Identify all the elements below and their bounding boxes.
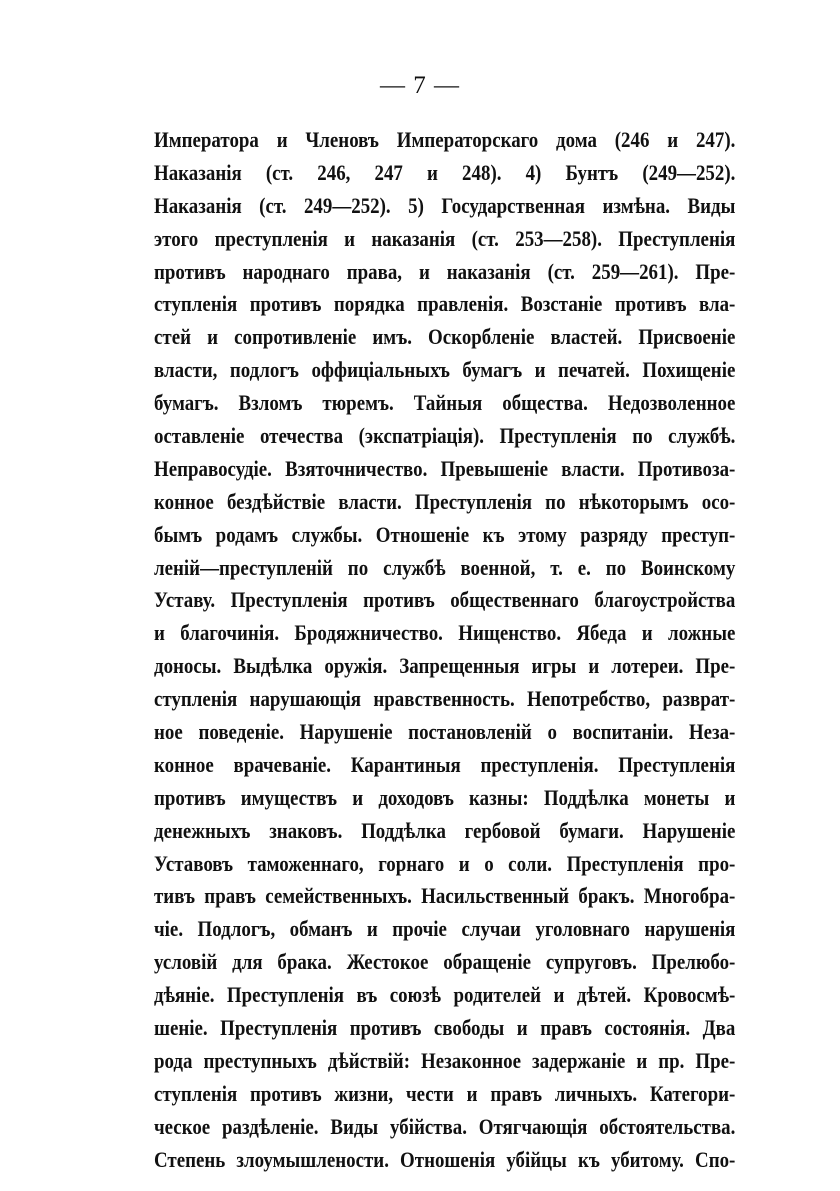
text-line: дѣяніе. Преступленія въ союзѣ родителей и дѣтей. Кровосмѣ- [154,982,736,1008]
text-line: ное поведеніе. Нарушеніе постановленій о воспитаніи. Неза- [154,719,736,745]
text-line: денежныхъ знаковъ. Поддѣлка гербовой бумаги. Нарушеніе [154,817,736,843]
text-line: оставленіе отечества (экспатріація). Преступленія по службѣ. [154,423,736,449]
body-text [154,124,736,1177]
text-line: Наказанія (ст. 249—252). 5) Государственная измѣна. Виды [154,192,736,218]
text-line: тивъ правъ семейственныхъ. Насильственный бракъ. Многобра- [154,883,736,909]
text-line: конное бездѣйствіе власти. Преступленія по нѣкоторымъ осо- [154,488,736,514]
text-line: Уставу. Преступленія противъ общественнаго благоустройства [154,587,736,613]
text-line: стей и сопротивленіе имъ. Оскорбленіе властей. Присвоеніе [154,324,736,350]
text-line: чіе. Подлогъ, обманъ и прочіе случаи уголовнаго нарушенія [154,916,736,942]
text-line: власти, подлогъ оффиціальныхъ бумагъ и печатей. Похищеніе [154,357,736,383]
text-line: рода преступныхъ дѣйствій: Незаконное задержаніе и пр. Пре- [154,1047,736,1073]
text-line: и благочинія. Бродяжничество. Нищенство. Ябеда и ложные [154,620,736,646]
text-line: Императора и Членовъ Императорскаго дома (246 и 247). [154,127,736,152]
text-line: доносы. Выдѣлка оружія. Запрещенныя игры и лотереи. Пре- [154,653,736,679]
text-line: Неправосудіе. Взяточничество. Превышеніе власти. Противоза- [154,455,736,481]
text-line: конное врачеваніе. Карантиныя преступленія. Преступленія [154,751,736,777]
text-line: бумагъ. Взломъ тюремъ. Тайныя общества. Недозволенное [154,390,736,416]
text-line: противъ имуществъ и доходовъ казны: Поддѣлка монеты и [154,784,736,810]
text-line: ступленія нарушающія нравственность. Непотребство, разврат- [154,686,736,712]
page-number: — 7 — [380,72,460,99]
text-line: противъ народнаго права, и наказанія (ст. 259—261). Пре- [154,258,736,284]
text-line: шеніе. Преступленія противъ свободы и правъ состоянія. Два [154,1015,736,1041]
text-line: условій для брака. Жестокое обращеніе супруговъ. Прелюбо- [154,949,736,975]
text-line: Наказанія (ст. 246, 247 и 248). 4) Бунтъ (249—252). [154,159,736,185]
text-line: ступленія противъ жизни, чести и правъ личныхъ. Категори- [154,1080,736,1106]
text-line: Степень злоумышлености. Отношенія убійцы къ убитому. Спо- [154,1146,736,1172]
text-line: леній—преступленій по службѣ военной, т. е. по Воинскому [154,554,736,580]
text-line: этого преступленія и наказанія (ст. 253—258). Преступленія [154,225,736,251]
text-line: бымъ родамъ службы. Отношеніе къ этому разряду преступ- [154,521,736,547]
text-line: Уставовъ таможеннаго, горнаго и о соли. Преступленія про- [154,850,736,876]
text-line: ческое раздѣленіе. Виды убійства. Отягчающія обстоятельства. [154,1113,736,1139]
text-line: ступленія противъ порядка правленія. Возстаніе противъ вла- [154,291,736,317]
